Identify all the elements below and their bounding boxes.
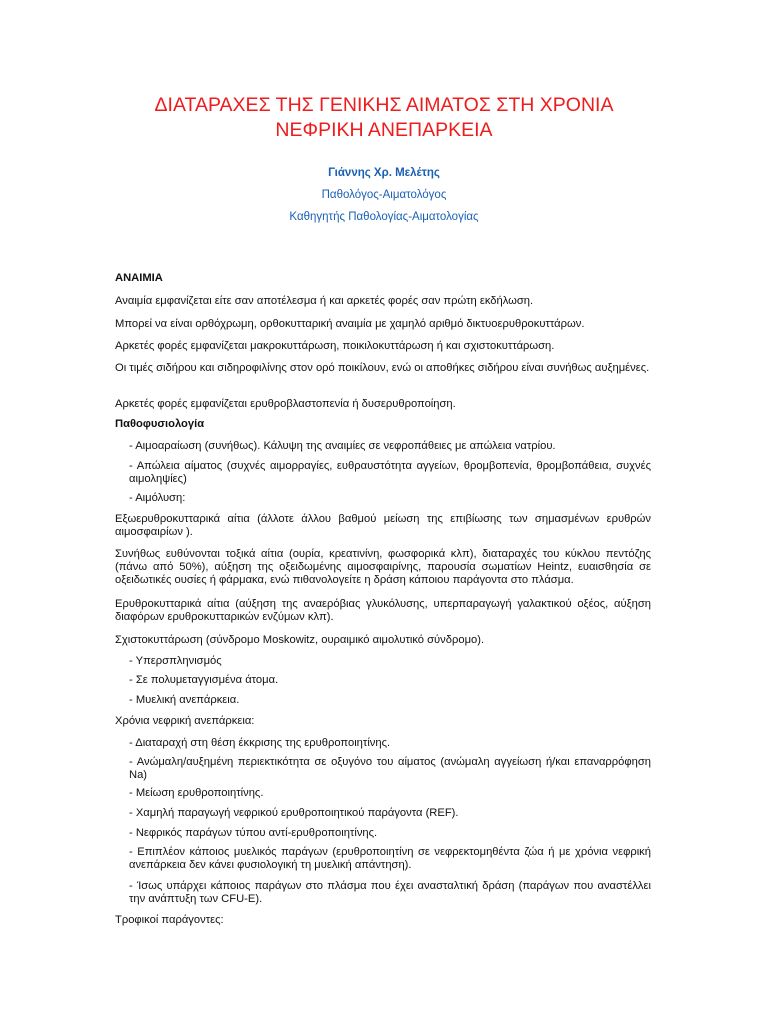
list-item: - Σε πολυμεταγγισμένα άτομα. (129, 674, 279, 686)
paragraph: Αρκετές φορές εμφανίζεται μακροκυττάρωση, ποικιλοκυττάρωση ή και σχιστοκυττάρωση. (115, 340, 555, 352)
paragraph: Τροφικοί παράγοντες: (115, 914, 224, 926)
paragraph: Σχιστοκυττάρωση (σύνδρομο Moskowitz, ουραιμικό αιμολυτικό σύνδρομο). (115, 634, 485, 646)
paragraph: Ερυθροκυτταρικά αίτια (αύξηση της αναερόβιας γλυκόλυσης, υπερπαραγωγή γαλακτικού οξέος, αύξηση διαφόρων ερυθροκυτταρικών ενζύμων κλπ). (115, 598, 651, 623)
list-item: - Μυελική ανεπάρκεια. (129, 694, 240, 706)
list-item: - Διαταραχή στη θέση έκκρισης της ερυθροποιητίνης. (129, 737, 391, 749)
author-name: Γιάννης Χρ. Μελέτης (328, 167, 440, 179)
paragraph: Αρκετές φορές εμφανίζεται ερυθροβλαστοπενία ή δυσερυθροποίηση. (115, 398, 456, 410)
author-role-1: Παθολόγος-Αιματολόγος (321, 189, 447, 201)
list-item: - Επιπλέον κάποιος μυελικός παράγων (ερυθροποιητίνη σε νεφρεκτομηθέντα ζώα ή με χρόνια νεφρική ανεπάρκεια δεν κάνει φυσιολογική τη μυελική απάντηση). (129, 846, 651, 871)
list-item: - Υπερσπληνισμός (129, 655, 222, 667)
section-heading-pathophysiology: Παθοφυσιολογία (115, 418, 205, 430)
paragraph: Μπορεί να είναι ορθόχρωμη, ορθοκυτταρική αναιμία με χαμηλό αριθμό δικτυοερυθροκυττάρων. (115, 318, 585, 330)
list-item: - Αιμοαραίωση (συνήθως). Κάλυψη της αναιμίες σε νεφροπάθειες με απώλεια νατρίου. (129, 440, 556, 452)
list-item: - Απώλεια αίματος (συχνές αιμορραγίες, ευθραυστότητα αγγείων, θρομβοπενία, θρομβοπάθεια, συχνές αιμοληψίες) (129, 460, 651, 485)
author-block (200, 166, 568, 232)
list-item: - Νεφρικός παράγων τύπου αντί-ερυθροποιητίνης. (129, 827, 378, 839)
paragraph: Εξωερυθροκυτταρικά αίτια (άλλοτε άλλου βαθμού μείωση της επιβίωσης των σημασμένων ερυθρών αιμοσφαιρίων ). (115, 513, 651, 538)
title-line-1: ΔΙΑΤΑΡΑΧΕΣ ΤΗΣ ΓΕΝΙΚΗΣ ΑΙΜΑΤΟΣ ΣΤΗ ΧΡΟΝΙΑ (154, 94, 614, 116)
paragraph: Οι τιμές σιδήρου και σιδηροφιλίνης στον ορό ποικίλουν, ενώ οι αποθήκες σιδήρου είναι συνήθως αυξημένες. (115, 362, 650, 374)
paragraph: Αναιμία εμφανίζεται είτε σαν αποτέλεσμα ή και αρκετές φορές σαν πρώτη εκδήλωση. (115, 295, 534, 307)
paragraph: Συνήθως ευθύνονται τοξικά αίτια (ουρία, κρεατινίνη, φωσφορικά κλπ), διαταραχές του κύκλου πεντόζης (πάνω από 50%), αύξηση της οξειδωμένης αιμοσφαιρίνης, παρουσία σωματίων Heintz, ευαισθησία σε οξειδωτικές ουσίες ή φάρμακα, ενώ πιθανολογείτε η δράση κάποιου παράγοντα στο πλάσμα. (115, 548, 651, 586)
list-item: - Μείωση ερυθροποιητίνης. (129, 787, 264, 799)
section-heading-anaemia: ΑΝΑΙΜΙΑ (115, 272, 163, 284)
list-item: - Ανώμαλη/αυξημένη περιεκτικότητα σε οξυγόνο του αίματος (ανώμαλη αγγείωση ή/και επαναρρόφηση Na) (129, 756, 651, 781)
document-title (90, 93, 678, 143)
list-item: - Ίσως υπάρχει κάποιος παράγων στο πλάσμα που έχει ανασταλτική δράση (παράγων που αναστέλλει την ανάπτυξη των CFU-E). (129, 880, 651, 905)
author-role-2: Καθηγητής Παθολογίας-Αιματολογίας (289, 211, 479, 223)
list-item: - Χαμηλή παραγωγή νεφρικού ερυθροποιητικού παράγοντα (REF). (129, 807, 459, 819)
title-line-2: ΝΕΦΡΙΚΗ ΑΝΕΠΑΡΚΕΙΑ (275, 119, 493, 141)
list-item: - Αιμόλυση: (129, 492, 186, 504)
paragraph: Χρόνια νεφρική ανεπάρκεια: (115, 715, 255, 727)
